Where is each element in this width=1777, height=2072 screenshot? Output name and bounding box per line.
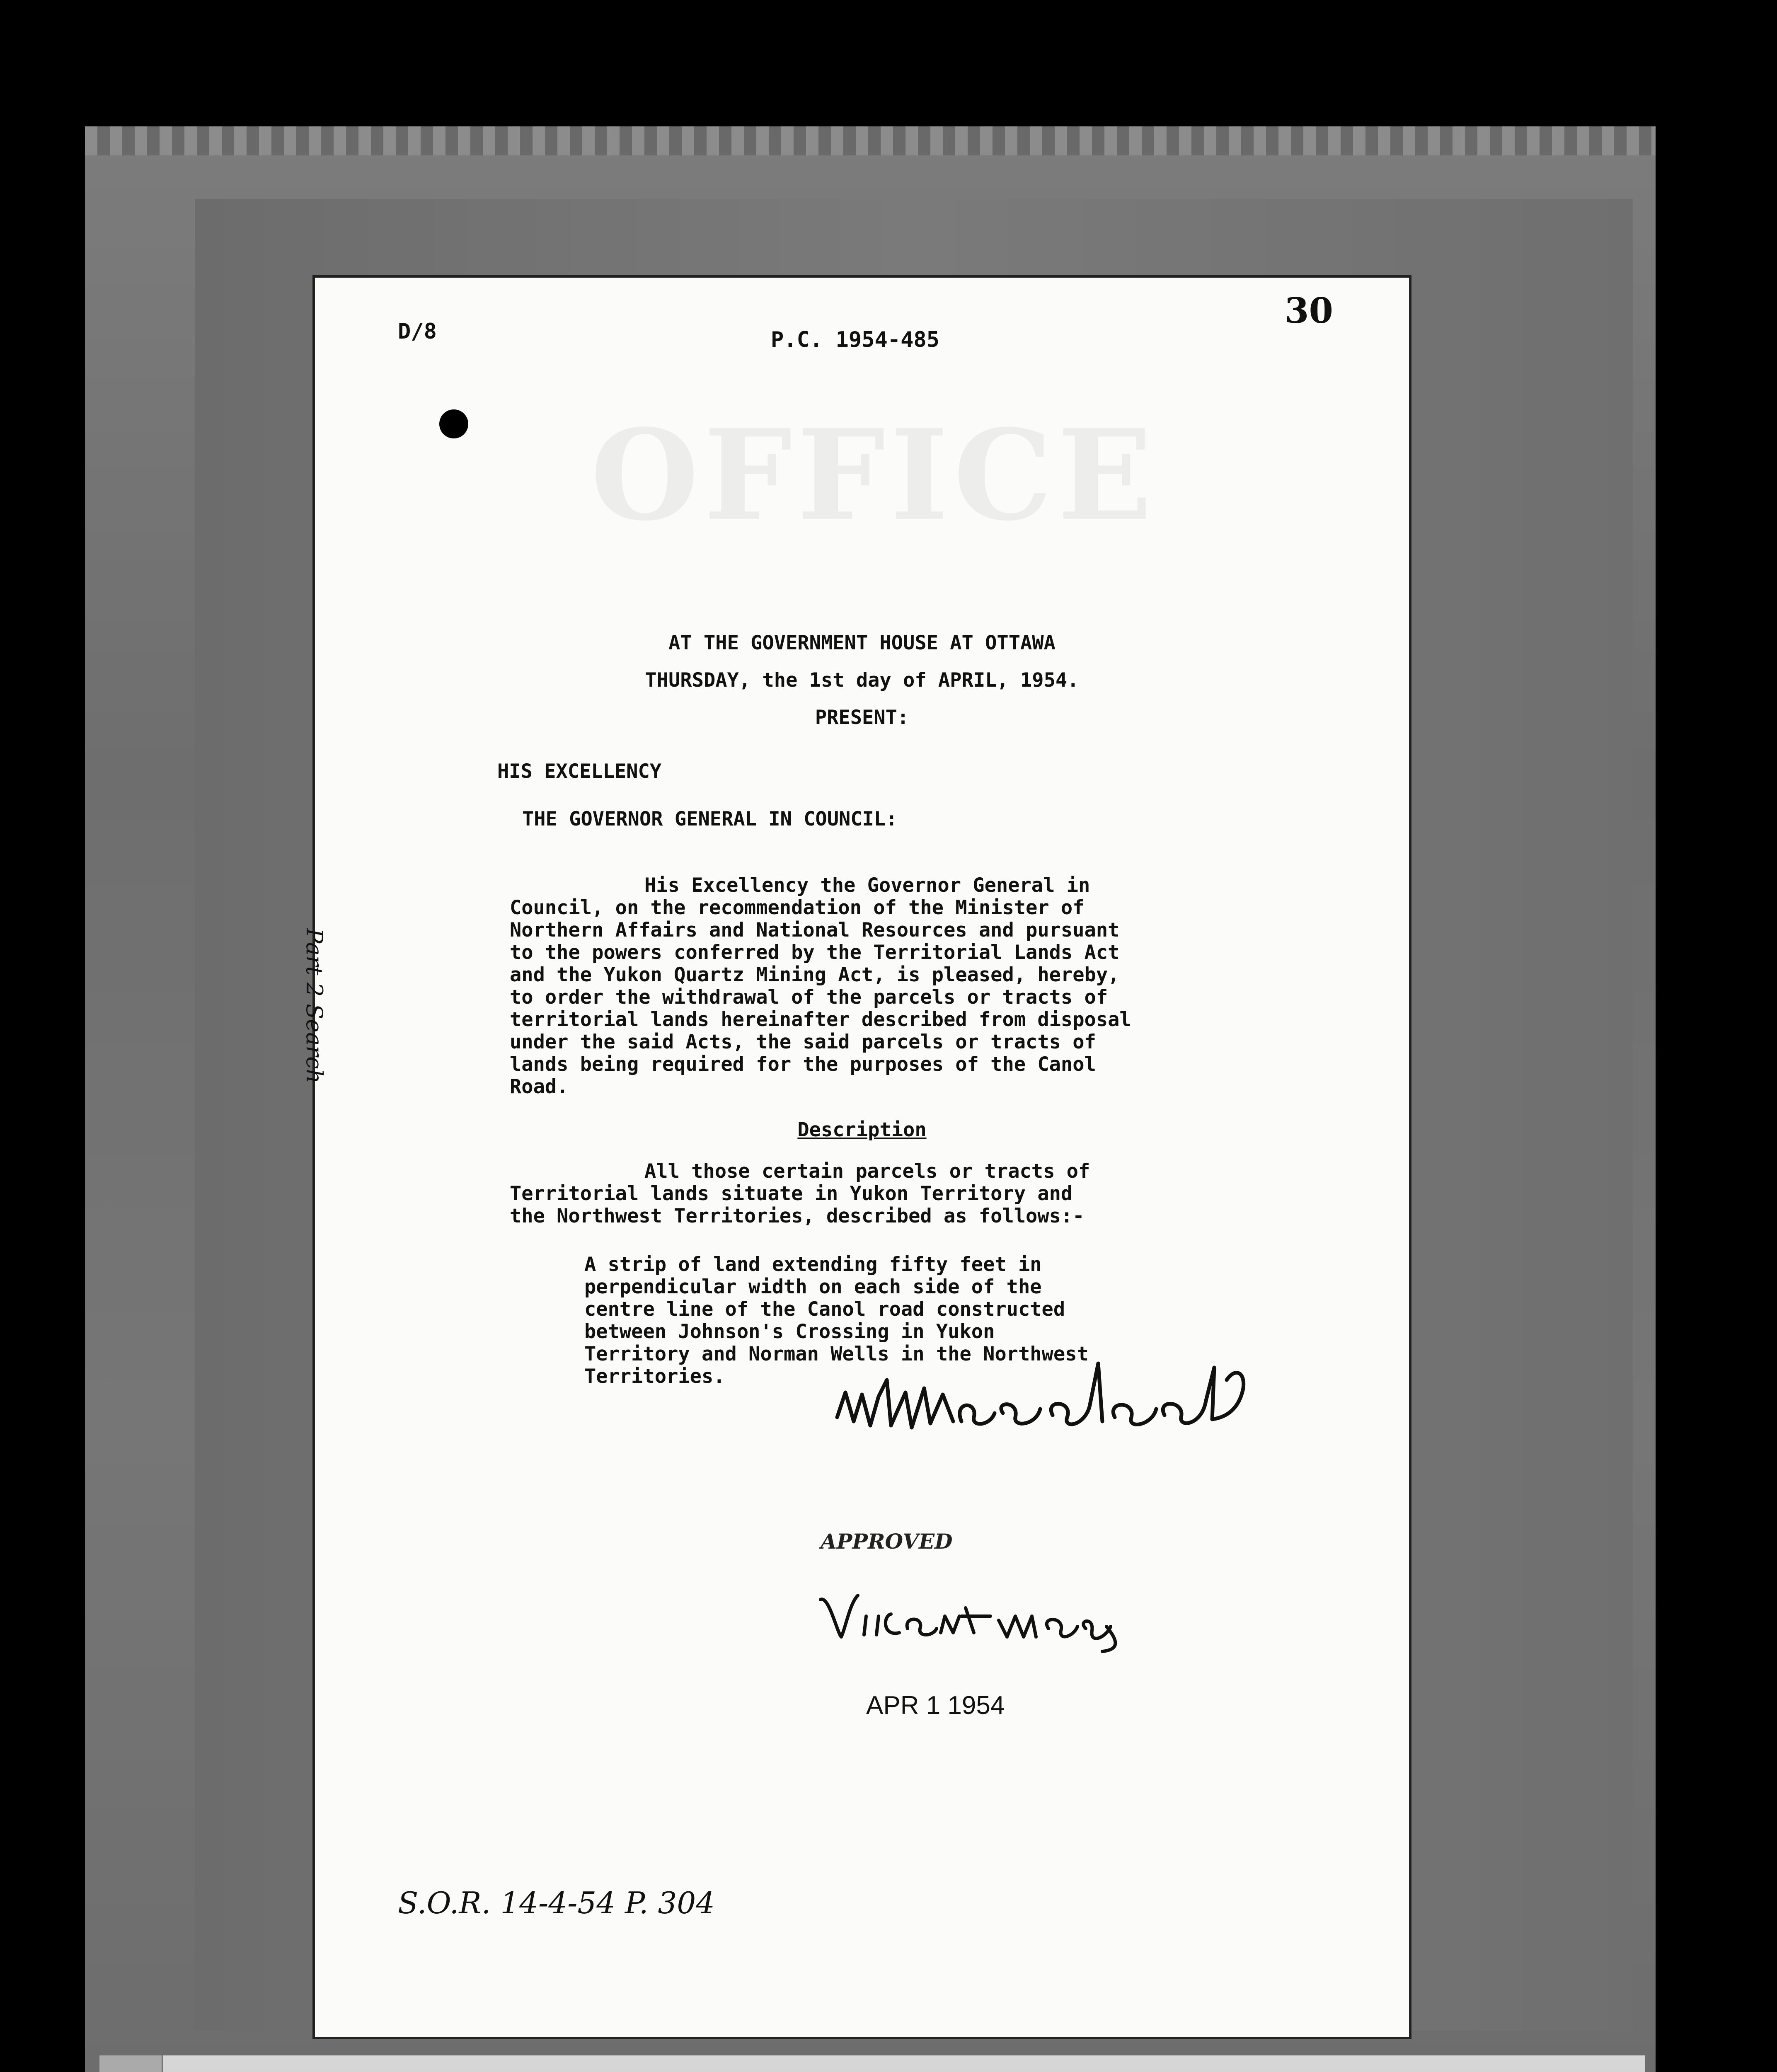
body-line: Northern Affairs and National Resources and pursuant: [510, 919, 1120, 942]
strip-line: Territories.: [584, 1365, 725, 1388]
strip-line: between Johnson's Crossing in Yukon: [584, 1320, 995, 1343]
strip-line: Territory and Norman Wells in the Northwest: [584, 1343, 1089, 1365]
file-code: D/8: [398, 319, 437, 344]
description-line: the Northwest Territories, described as follows:-: [510, 1205, 1085, 1227]
strip-line: A strip of land extending fifty feet in: [584, 1253, 1042, 1276]
watermark: OFFICE: [591, 402, 1157, 548]
body-line: to order the withdrawal of the parcels or tracts of: [510, 986, 1108, 1009]
date-line: THURSDAY, the 1st day of APRIL, 1954.: [645, 669, 1079, 692]
approval-date-stamp: APR 1 1954: [866, 1691, 1005, 1720]
body-line: and the Yukon Quartz Mining Act, is pleased, hereby,: [510, 963, 1120, 986]
sor-handwritten-note: S.O.R. 14-4-54 P. 304: [398, 1886, 715, 1920]
description-line: Territorial lands situate in Yukon Territory and: [510, 1182, 1073, 1205]
body-line: to the powers conferred by the Territorial Lands Act: [510, 941, 1120, 964]
present-line: PRESENT:: [815, 706, 909, 729]
minister-signature: [829, 1355, 1252, 1446]
punch-hole: [439, 409, 468, 438]
body-line: His Excellency the Governor General in: [644, 874, 1090, 897]
page-number: 30: [1285, 290, 1333, 331]
scan-top-strip: [85, 126, 1656, 155]
body-line: territorial lands hereinafter described from disposal: [510, 1008, 1131, 1031]
scan-tag: [99, 2055, 163, 2072]
strip-line: centre line of the Canol road constructed: [584, 1298, 1065, 1321]
description-line: All those certain parcels or tracts of: [644, 1160, 1090, 1183]
body-line: Council, on the recommendation of the Minister of: [510, 896, 1085, 919]
scan-bottom-strip: [99, 2055, 1645, 2072]
order-number: P.C. 1954-485: [771, 327, 939, 352]
body-line: Road.: [510, 1075, 569, 1098]
place-line: AT THE GOVERNMENT HOUSE AT OTTAWA: [668, 632, 1056, 654]
governor-signature: [816, 1583, 1131, 1653]
body-line: lands being required for the purposes of the Canol: [510, 1053, 1096, 1076]
margin-handwritten-note: Part 2 Search: [301, 928, 327, 1084]
document-page: [315, 278, 1409, 2037]
addressee-his-excellency: HIS EXCELLENCY: [497, 760, 662, 783]
addressee-governor-general: THE GOVERNOR GENERAL IN COUNCIL:: [522, 808, 898, 830]
description-heading: Description: [797, 1118, 927, 1141]
approved-label: APPROVED: [821, 1529, 953, 1554]
strip-line: perpendicular width on each side of the: [584, 1276, 1042, 1298]
body-line: under the said Acts, the said parcels or tracts of: [510, 1031, 1096, 1053]
